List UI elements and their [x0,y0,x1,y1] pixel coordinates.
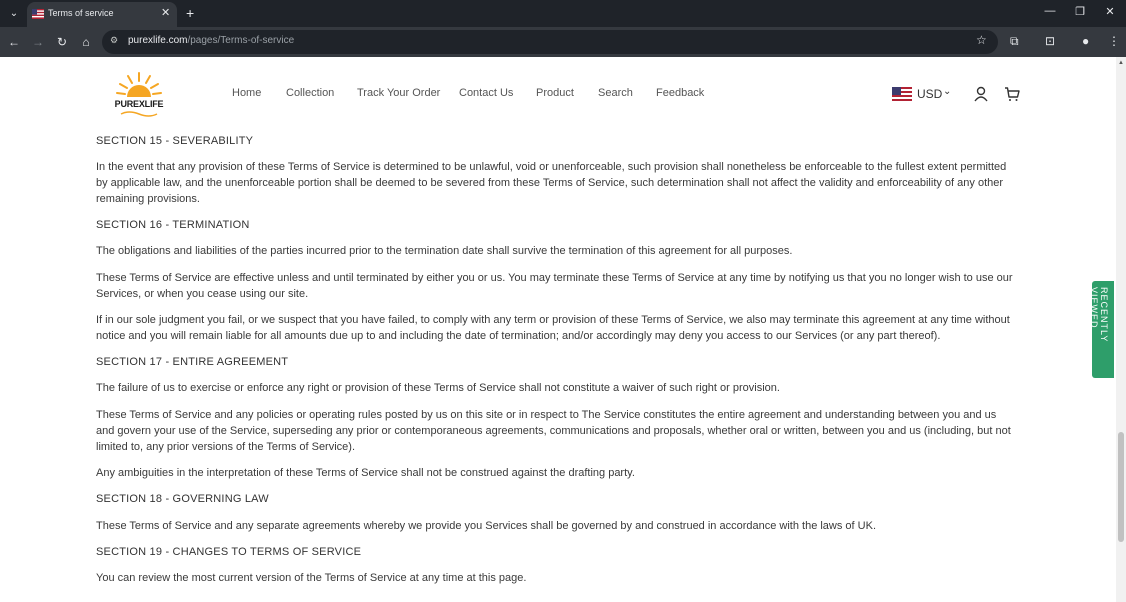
site-header [0,57,1116,132]
paragraph: In the event that any provision of these Terms of Service is determined to be unlawful, void or unenforceable, such provision shall nonetheless be enforceable to the fullest extent permitted by applicable law, and the unenforceable portion shall be deemed to be severed from these Terms of Service, such determination shall not affect the validity and enforceability of any other remaining provisions. [96,161,1007,205]
tab-search-icon[interactable]: ⌄ [9,8,19,19]
section-heading: SECTION 15 - SEVERABILITY [96,135,254,147]
reload-icon[interactable]: ↻ [56,35,68,49]
nav-track-order[interactable]: Track Your Order [357,87,441,99]
paragraph: These Terms of Service and any separate agreements whereby we provide you Services shall be governed by and construed in accordance with the laws of UK. [96,520,876,532]
new-tab-icon[interactable]: + [186,5,195,21]
screenshot-icon[interactable]: ⊡ [1045,34,1056,48]
paragraph: These Terms of Service are effective unless and until terminated by either you or us. You may terminate these Terms of Service at any time by notifying us that you no longer wish to use our Services, or when you cease using our site. [96,272,1013,300]
paragraph: These Terms of Service and any policies or operating rules posted by us on this site or in respect to The Service constitutes the entire agreement and understanding between you and us and govern your use of the Service, superseding any prior or contemporaneous agreements, communications and proposals, whether oral or written, between you and us (including, but not limited to, any prior versions of the Terms of Service). [96,409,1011,453]
restore-icon[interactable]: ❐ [1075,6,1085,18]
chevron-down-icon: ⌄ [943,86,952,97]
recently-viewed-label: RECENTLY VIEWED [1089,287,1109,343]
paragraph: The failure of us to exercise or enforce any right or provision of these Terms of Service shall not constitute a waiver of such right or provision. [96,382,780,394]
purexlife-logo[interactable] [111,71,167,117]
logo-text: PUREXLIFE [114,99,164,109]
back-icon[interactable]: ← [8,35,20,49]
us-flag-icon [892,87,912,101]
menu-icon[interactable]: ⋮ [1108,34,1120,48]
section-heading: SECTION 19 - CHANGES TO TERMS OF SERVICE [96,546,362,558]
url-path: /pages/Terms-of-service [187,35,295,46]
paragraph: The obligations and liabilities of the parties incurred prior to the termination date shall survive the termination of this agreement for all purposes. [96,245,793,257]
home-icon[interactable]: ⌂ [82,35,90,49]
sun-logo-icon [111,71,167,101]
profile-icon[interactable]: ● [1082,34,1090,48]
paragraph: Any ambiguities in the interpretation of these Terms of Service shall not be construed against the drafting party. [96,467,635,479]
currency-label: USD [917,87,943,101]
nav-feedback[interactable]: Feedback [656,87,705,99]
scrollbar-thumb[interactable] [1118,432,1124,542]
nav-collection[interactable]: Collection [286,87,335,99]
minimize-icon[interactable]: — [1044,5,1056,17]
section-heading: SECTION 16 - TERMINATION [96,219,250,231]
paragraph: If in our sole judgment you fail, or we suspect that you have failed, to comply with any term or provision of these Terms of Service, we also may terminate this agreement at any time without notice and you will remain liable for all amounts due up to and including the date of termination; and/or accordingly may deny you access to our Services (or any part thereof). [96,314,1010,342]
browser-toolbar [0,27,1126,57]
nav-product[interactable]: Product [536,87,574,99]
nav-search[interactable]: Search [598,87,633,99]
logo-wave-icon [111,110,167,118]
scroll-up-icon[interactable]: ▲ [1118,60,1124,66]
url-text [128,35,294,46]
extensions-icon[interactable]: ⧉ [1010,34,1019,48]
site-info-icon[interactable]: ⚙ [110,35,119,45]
us-flag-icon [32,9,44,19]
nav-contact-us[interactable]: Contact Us [459,87,514,99]
address-bar[interactable] [102,30,998,54]
window-close-icon[interactable]: ✕ [1105,6,1115,18]
paragraph: You can review the most current version of the Terms of Service at any time at this page. [96,572,527,584]
web-page [0,57,1116,602]
page-scrollbar[interactable] [1116,57,1126,602]
account-icon[interactable] [973,86,989,102]
browser-tabbar [0,0,1126,27]
forward-icon[interactable]: → [32,35,44,49]
recently-viewed-tab[interactable] [1089,281,1114,378]
tab-close-icon[interactable]: ✕ [161,7,171,19]
url-domain: purexlife.com [128,35,188,46]
cart-icon[interactable] [1004,86,1020,102]
bookmark-star-icon[interactable]: ☆ [976,33,987,47]
section-heading: SECTION 17 - ENTIRE AGREEMENT [96,356,289,368]
nav-home[interactable]: Home [232,87,262,99]
section-heading: SECTION 18 - GOVERNING LAW [96,493,269,505]
browser-tab[interactable] [27,2,177,27]
tab-title: Terms of service [48,8,114,18]
